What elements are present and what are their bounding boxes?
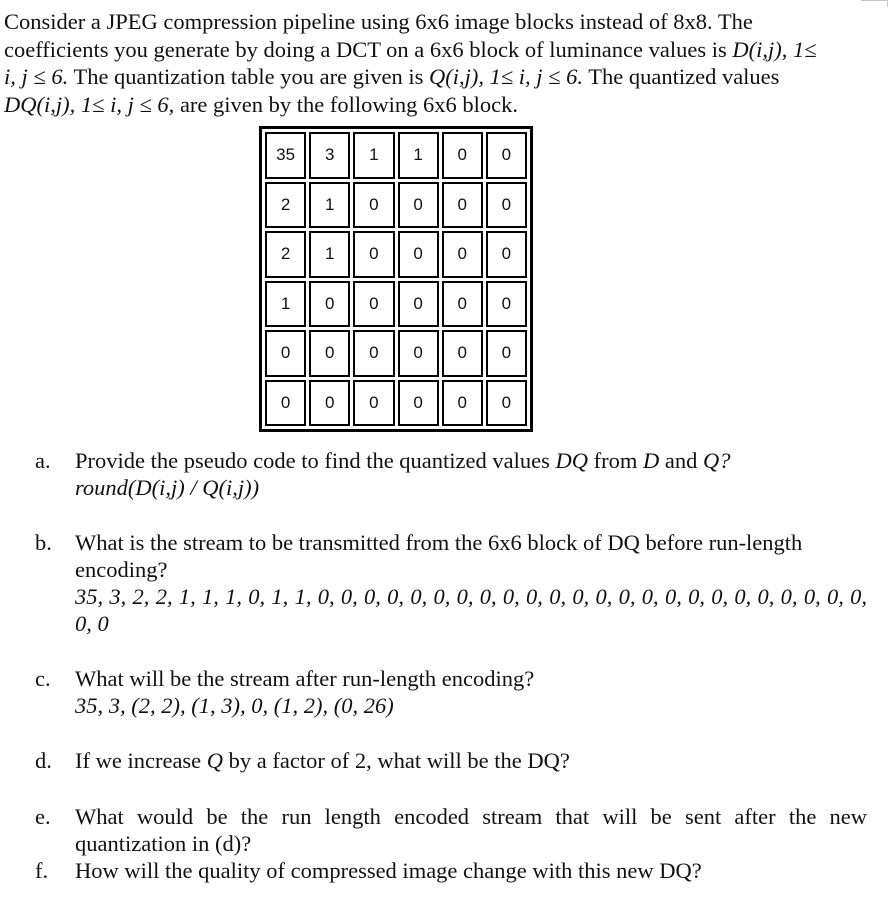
question-a-text bbox=[75, 447, 867, 474]
dq-cell-r2-c3: 0 bbox=[353, 182, 394, 229]
question-c-label: c. bbox=[35, 666, 51, 691]
question-a-math-d: D bbox=[643, 448, 660, 473]
intro-math-range-1: i, j ≤ 6. bbox=[4, 64, 69, 89]
answer-a: round(D(i,j) / Q(i,j)) bbox=[75, 475, 260, 500]
question-b bbox=[35, 529, 867, 637]
question-a bbox=[35, 447, 867, 501]
question-a-text-1: Provide the pseudo code to find the quantized values bbox=[75, 448, 556, 473]
dq-cell-r5-c1: 0 bbox=[265, 330, 306, 377]
dq-cell-r4-c6: 0 bbox=[486, 281, 527, 328]
question-a-math-dq: DQ bbox=[555, 448, 588, 473]
window-corner-edge bbox=[861, 0, 888, 7]
intro-text-2a: coefficients you generate by doing a DCT on a 6x6 block of luminance values is bbox=[4, 36, 733, 62]
question-d-text bbox=[75, 747, 867, 774]
dq-cell-r5-c4: 0 bbox=[398, 330, 439, 377]
intro-math-dq: DQ(i,j), 1≤ i, j ≤ 6, bbox=[4, 91, 175, 117]
intro-text-4b: are given by the following 6x6 block. bbox=[174, 91, 518, 117]
intro-math-d: D(i,j), 1≤ bbox=[732, 36, 817, 62]
question-list bbox=[35, 447, 867, 884]
dq-cell-r1-c1: 35 bbox=[265, 132, 306, 179]
dq-cell-r1-c6: 0 bbox=[486, 132, 527, 179]
answer-b: 35, 3, 2, 2, 1, 1, 1, 0, 1, 1, 0, 0, 0, 0, 0, 0, 0, 0, 0, 0, 0, 0, 0, 0, 0, 0, 0, 0, 0, 0, 0, 0, 0, 0, 0, 0 bbox=[75, 584, 867, 636]
dq-cell-r3-c5: 0 bbox=[442, 231, 483, 278]
question-b-label: b. bbox=[35, 530, 52, 555]
question-d-text-2: by a factor of 2, what will be the DQ? bbox=[223, 748, 570, 773]
dq-cell-r4-c1: 1 bbox=[265, 281, 306, 328]
question-c-text: What will be the stream after run-length encoding? bbox=[75, 666, 535, 691]
question-e-label: e. bbox=[35, 804, 51, 829]
question-d bbox=[35, 747, 867, 774]
dq-cell-r3-c4: 0 bbox=[398, 231, 439, 278]
question-a-math-q: Q? bbox=[703, 448, 731, 473]
question-b-text: What is the stream to be transmitted from the 6x6 block of DQ before run-length encoding? bbox=[75, 530, 803, 582]
intro-line-3 bbox=[4, 63, 866, 91]
dq-cell-r6-c6: 0 bbox=[486, 380, 527, 427]
intro-line-2 bbox=[4, 36, 866, 64]
question-f bbox=[35, 857, 867, 884]
dq-cell-r4-c5: 0 bbox=[442, 281, 483, 328]
question-e bbox=[35, 803, 867, 857]
dq-cell-r6-c4: 0 bbox=[398, 380, 439, 427]
dq-cell-r3-c3: 0 bbox=[353, 231, 394, 278]
dq-cell-r5-c6: 0 bbox=[486, 330, 527, 377]
dq-cell-r6-c1: 0 bbox=[265, 380, 306, 427]
dq-cell-r1-c3: 1 bbox=[353, 132, 394, 179]
dq-cell-r4-c3: 0 bbox=[353, 281, 394, 328]
dq-cell-r6-c3: 0 bbox=[353, 380, 394, 427]
dq-block-table bbox=[259, 126, 533, 432]
intro-text-1a: Consider a JPEG compression pipeline using 6x6 image blocks instead of 8x8. The bbox=[4, 9, 753, 34]
question-d-label: d. bbox=[35, 748, 52, 773]
intro-math-q: Q(i,j), 1≤ i, j ≤ 6. bbox=[428, 64, 584, 89]
question-a-label: a. bbox=[35, 448, 51, 473]
dq-cell-r5-c3: 0 bbox=[353, 330, 394, 377]
question-a-text-3: and bbox=[659, 448, 703, 473]
intro-text-3d: The quantized values bbox=[583, 64, 780, 89]
dq-cell-r2-c4: 0 bbox=[398, 182, 439, 229]
problem-intro bbox=[4, 8, 866, 118]
dq-cell-r2-c1: 2 bbox=[265, 182, 306, 229]
dq-cell-r4-c4: 0 bbox=[398, 281, 439, 328]
intro-line-4 bbox=[4, 91, 866, 119]
question-f-label: f. bbox=[35, 858, 49, 883]
answer-c: 35, 3, (2, 2), (1, 3), 0, (1, 2), (0, 26) bbox=[75, 693, 394, 718]
dq-cell-r2-c5: 0 bbox=[442, 182, 483, 229]
question-a-text-2: from bbox=[588, 448, 643, 473]
question-c bbox=[35, 665, 867, 719]
dq-cell-r6-c5: 0 bbox=[442, 380, 483, 427]
dq-cell-r6-c2: 0 bbox=[309, 380, 350, 427]
intro-text-3b: The quantization table you are given is bbox=[68, 64, 429, 89]
dq-cell-r3-c1: 2 bbox=[265, 231, 306, 278]
dq-cell-r3-c2: 1 bbox=[309, 231, 350, 278]
dq-cell-r5-c2: 0 bbox=[309, 330, 350, 377]
dq-cell-r3-c6: 0 bbox=[486, 231, 527, 278]
dq-cell-r1-c5: 0 bbox=[442, 132, 483, 179]
dq-cell-r5-c5: 0 bbox=[442, 330, 483, 377]
dq-cell-r2-c2: 1 bbox=[309, 182, 350, 229]
question-d-math-q: Q bbox=[206, 748, 224, 773]
dq-cell-r2-c6: 0 bbox=[486, 182, 527, 229]
intro-line-1 bbox=[4, 8, 866, 36]
dq-cell-r1-c2: 3 bbox=[309, 132, 350, 179]
question-f-text: How will the quality of compressed image change with this new DQ? bbox=[75, 858, 702, 883]
question-e-text: What would be the run length encoded stream that will be sent after the new quantization in (d)? bbox=[75, 804, 867, 856]
dq-cell-r4-c2: 0 bbox=[309, 281, 350, 328]
dq-cell-r1-c4: 1 bbox=[398, 132, 439, 179]
question-d-text-1: If we increase bbox=[75, 748, 207, 773]
